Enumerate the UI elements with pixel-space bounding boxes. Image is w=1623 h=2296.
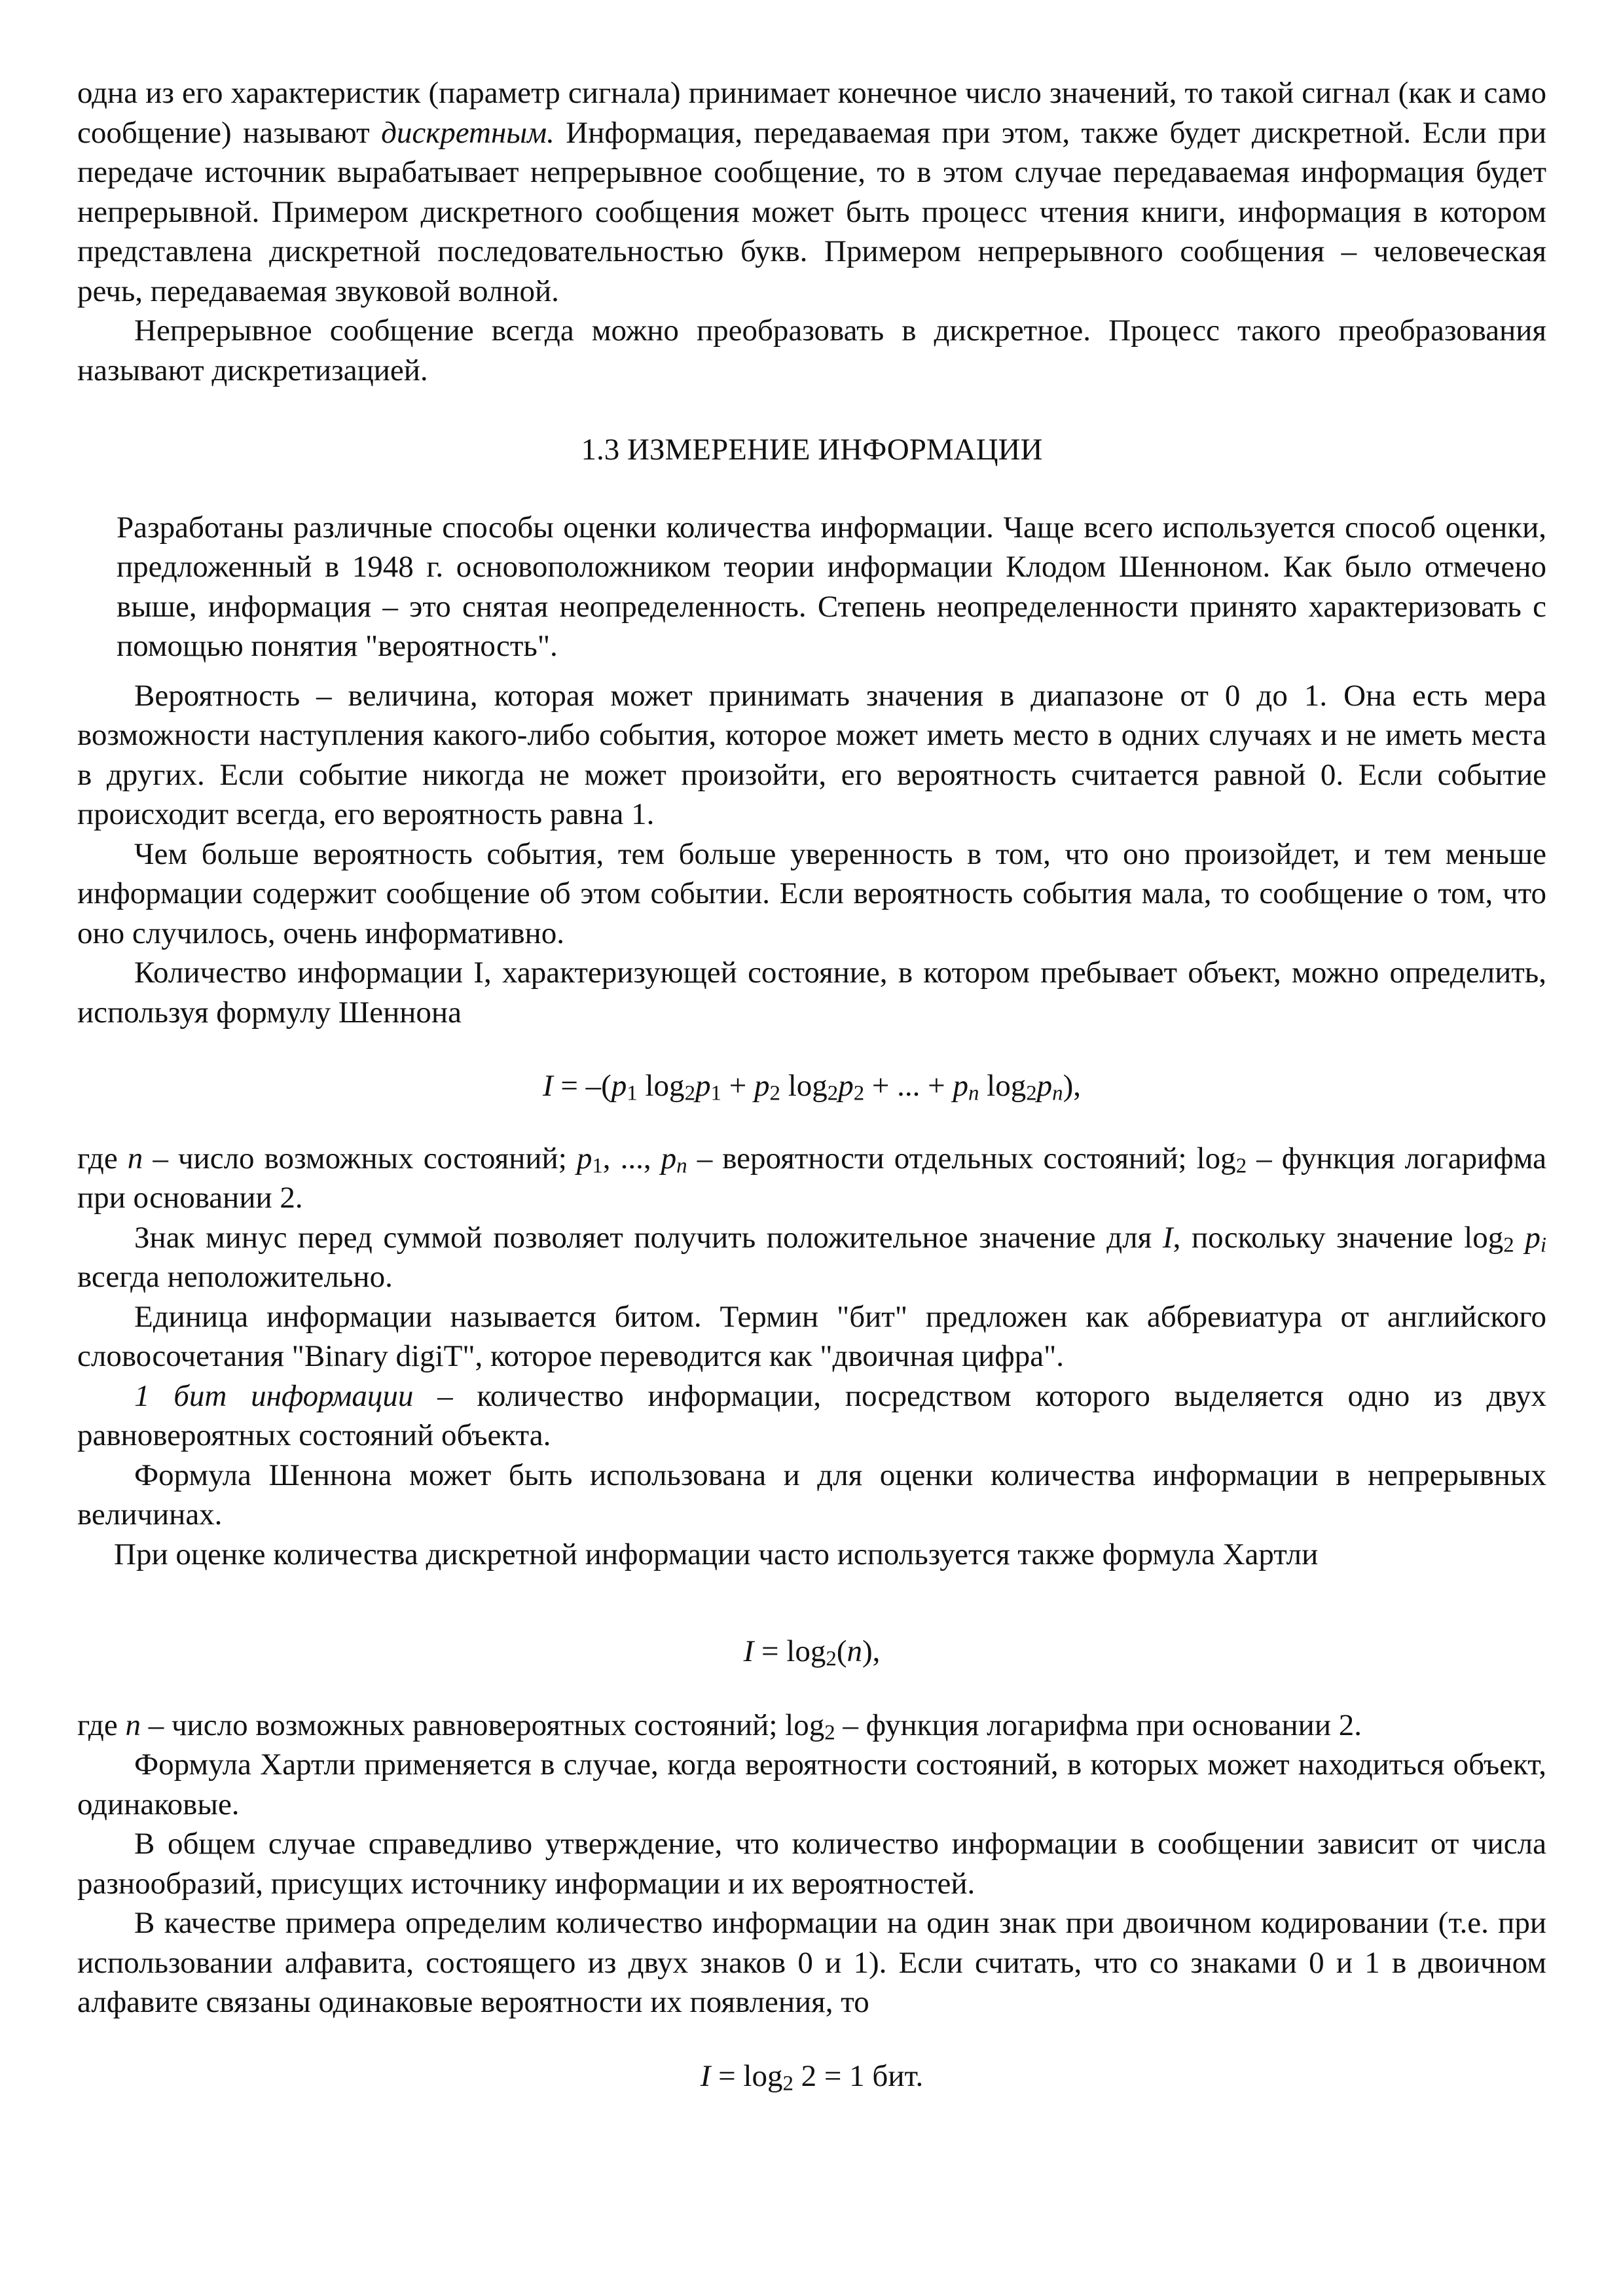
section-heading: 1.3 ИЗМЕРЕНИЕ ИНФОРМАЦИИ (581, 433, 1043, 467)
paragraph-discrete-signal (77, 73, 1546, 311)
paragraph-minus-sign: Знак минус перед суммой позволяет получить положительное значение для I, поскольку значение $\log_2 p_i$ всегда неположительно. (77, 1220, 1546, 1294)
paragraph-shannon-legend: где n – число возможных состояний; $p_1$, ..., $p_n$ – вероятности отдельных состояний; $\log_2$ – функция логарифма при основании 2. (77, 1141, 1547, 1215)
paragraph-probability: Вероятность – величина, которая может принимать значения в диапазоне от 0 до 1. Она есть мера возможности наступления какого-либо события, которое может иметь место в одних случаях и не иметь места в других. Если событие никогда не может произойти, его вероятность считается равной 0. Если событие происходит всегда, его вероятность равна 1. (77, 678, 1546, 831)
paragraph-binary-example: В качестве примера определим количество информации на один знак при двоичном кодировании (т.е. при использовании алфавита, состоящего из двух знаков 0 и 1). Если считать, что со знаками 0 и 1 в двоичном алфавите связаны одинаковые вероятности их появления, то (77, 1906, 1546, 2019)
paragraph-measurement-methods: Разработаны различные способы оценки количества информации. Чаще всего используется способ оценки, предложенный в 1948 г. основоположником теории информации Клодом Шенноном. Как было отмечено выше, информация – это снятая неопределенность. Степень неопределенности принято характеризовать с помощью понятия "вероятность". (117, 510, 1546, 663)
document-page (77, 73, 1546, 2096)
paragraph-discretization: Непрерывное сообщение всегда можно преобразовать в дискретное. Процесс такого преобразования называют дискретизацией. (77, 314, 1546, 387)
formula-hartley: $I = \log_2(n)$, (743, 1634, 881, 1671)
paragraph-probability-information: Чем больше вероятность события, тем больше уверенность в том, что оно произойдет, и тем меньше информации содержит сообщение об этом событии. Если вероятность события мала, то сообщение о том, что оно случилось, очень информативно. (77, 836, 1546, 950)
text-run: одна из его характеристик (параметр сигнала) принимает конечное число значений, то такой сигнал (как и само сообщение) называют (77, 76, 1546, 150)
formula-bit: $I = \log_2 2 = 1$ бит. (700, 2058, 924, 2096)
paragraph-shannon-intro: Количество информации I, характеризующей состояние, в котором пребывает объект, можно определить, используя формулу Шеннона (77, 956, 1546, 1030)
paragraph-hartley-legend: где n – число возможных равновероятных состояний; $\log_2$ – функция логарифма при основании 2. (77, 1708, 1362, 1745)
paragraph-hartley-usage: Формула Хартли применяется в случае, когда вероятности состояний, в которых может находиться объект, одинаковые. (77, 1748, 1546, 1821)
paragraph-shannon-continuous: Формула Шеннона может быть использована и для оценки количества информации в непрерывных величинах. (77, 1458, 1546, 1532)
formula-shannon: $I = -(p_1$ $\log_2p_1 + p_2$ $\log_2p_2$ + ... + $p_n$ $\log_2p_n$), (542, 1069, 1082, 1105)
paragraph-bit-unit: Единица информации называется битом. Термин "бит" предложен как аббревиатура от английского словосочетания "Binary digiT", которое переводится как "двоичная цифра". (77, 1299, 1546, 1373)
paragraph-bit-definition: 1 бит информации – количество информации, посредством которого выделяется одно из двух равновероятных состояний объекта. (77, 1378, 1546, 1452)
emphasis-term: дискретным. (381, 115, 555, 150)
text-run: Информация, передаваемая при этом, также будет дискретной. Если при передаче источник вырабатывает непрерывное сообщение, то в этом случае передаваемая информация будет непрерывной. Примером дискретного сообщения может быть процесс чтения книги, информация в котором представлена дискретной последовательностью букв. Примером непрерывного сообщения – человеческая речь, передаваемая звуковой волной. (77, 115, 1546, 308)
paragraph-general-case: В общем случае справедливо утверждение, что количество информации в сообщении зависит от числа разнообразий, присущих источнику информации и их вероятностей. (77, 1827, 1546, 1901)
paragraph-hartley-intro: При оценке количества дискретной информации часто используется также формула Хартли (114, 1537, 1319, 1571)
